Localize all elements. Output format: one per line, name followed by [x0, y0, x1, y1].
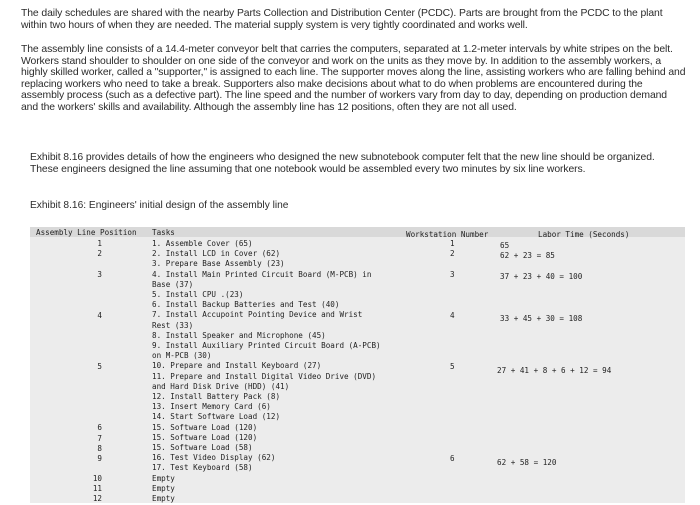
- header-tasks: Tasks: [152, 228, 175, 237]
- paragraph-pcdc: The daily schedules are shared with the nearby Parts Collection and Distribution Center (PCDC). Parts are brought from the PCDC to the plant within two hours of when they are needed. The material supply system is very tightly coordinated and works well.: [21, 8, 663, 31]
- task-line: 2. Install LCD in Cover (62): [152, 249, 281, 259]
- task-line: Empty: [152, 483, 175, 493]
- position-cell: 5: [97, 362, 102, 371]
- workstation-cell: 6: [450, 454, 455, 463]
- header-workstation: Workstation Number: [406, 230, 489, 239]
- task-line: on M-PCB (30): [152, 351, 212, 361]
- labor-time-cell: 37 + 23 + 40 = 100: [500, 272, 583, 281]
- header-position: Assembly Line Position: [36, 228, 137, 237]
- position-cell: 10: [92, 474, 102, 483]
- labor-time-cell: 27 + 41 + 8 + 6 + 12 = 94: [497, 366, 612, 375]
- task-line: 13. Insert Memory Card (6): [152, 402, 271, 412]
- task-line: 8. Install Speaker and Microphone (45): [152, 330, 326, 340]
- workstation-cell: 1: [450, 239, 455, 248]
- task-line: 6. Install Backup Batteries and Test (40): [152, 300, 340, 310]
- position-cell: 6: [97, 423, 102, 432]
- header-labor: Labor Time (Seconds): [538, 230, 630, 239]
- exhibit-title: Exhibit 8.16: Engineers' initial design of the assembly line: [30, 200, 289, 211]
- task-line: 17. Test Keyboard (58): [152, 463, 253, 473]
- position-cell: 3: [97, 270, 102, 279]
- task-line: 10. Prepare and Install Keyboard (27): [152, 361, 322, 371]
- labor-time-cell: 62 + 23 = 85: [500, 251, 555, 260]
- workstation-cell: 3: [450, 270, 455, 279]
- task-line: 12. Install Battery Pack (8): [152, 392, 281, 402]
- labor-time-cell: 65: [500, 241, 510, 250]
- task-line: 14. Start Software Load (12): [152, 412, 281, 422]
- task-line: Empty: [152, 494, 175, 504]
- task-line: 16. Test Video Display (62): [152, 453, 276, 463]
- workstation-cell: 4: [450, 311, 455, 320]
- labor-time-cell: 33 + 45 + 30 = 108: [500, 314, 583, 323]
- position-cell: 2: [97, 249, 102, 258]
- task-line: 7. Install Accupoint Pointing Device and Wrist: [152, 310, 363, 320]
- position-cell: 4: [97, 311, 102, 320]
- position-cell: 12: [92, 494, 102, 503]
- task-line: 15. Software Load (120): [152, 422, 258, 432]
- position-cell: 9: [97, 454, 102, 463]
- tasks-column: [152, 239, 402, 504]
- task-line: 5. Install CPU .(23): [152, 290, 244, 300]
- task-line: Rest (33): [152, 320, 194, 330]
- workstation-cell: 5: [450, 362, 455, 371]
- task-line: 15. Software Load (120): [152, 432, 258, 442]
- position-cell: 8: [97, 444, 102, 453]
- position-cell: 7: [97, 434, 102, 443]
- task-line: 11. Prepare and Install Digital Video Drive (DVD): [152, 371, 377, 381]
- paragraph-exhibit-intro: Exhibit 8.16 provides details of how the engineers who designed the new subnotebook computer felt that the new line should be organized. These engineers designed the line assuming that one notebook would be assembled every two minutes by six line workers.: [30, 152, 655, 175]
- task-line: 1. Assemble Cover (65): [152, 239, 253, 248]
- task-line: and Hard Disk Drive (HDD) (41): [152, 381, 290, 391]
- labor-time-cell: 62 + 58 = 120: [497, 458, 557, 467]
- workstation-cell: 2: [450, 249, 455, 258]
- position-cell: 11: [92, 484, 102, 493]
- task-line: 9. Install Auxiliary Printed Circuit Board (A-PCB): [152, 341, 381, 351]
- paragraph-assembly-line: The assembly line consists of a 14.4-meter conveyor belt that carries the computers, separated at 1.2-meter intervals by white stripes on the belt. Workers stand shoulder to shoulder on one side of the conveyor and work on the units as they move by. In addition to the assembly workers, a highly skilled worker, called a "supporter," is assigned to each line. The supporter moves along the line, assisting workers who are falling behind and replacing workers who need to take a break. Supporters also make decisions about what to do when problems are encountered during the assembly process (such as a defective part). The line speed and the number of workers vary from day to day, depending on production demand and the workers' skills and availability. Although the assembly line has 12 positions, often they are not all used.: [21, 44, 686, 113]
- task-line: 15. Software Load (58): [152, 443, 253, 453]
- task-line: Base (37): [152, 279, 194, 289]
- task-line: Empty: [152, 473, 175, 483]
- task-line: 4. Install Main Printed Circuit Board (M-PCB) in: [152, 269, 372, 279]
- position-cell: 1: [97, 239, 102, 248]
- task-line: 3. Prepare Base Assembly (23): [152, 259, 285, 269]
